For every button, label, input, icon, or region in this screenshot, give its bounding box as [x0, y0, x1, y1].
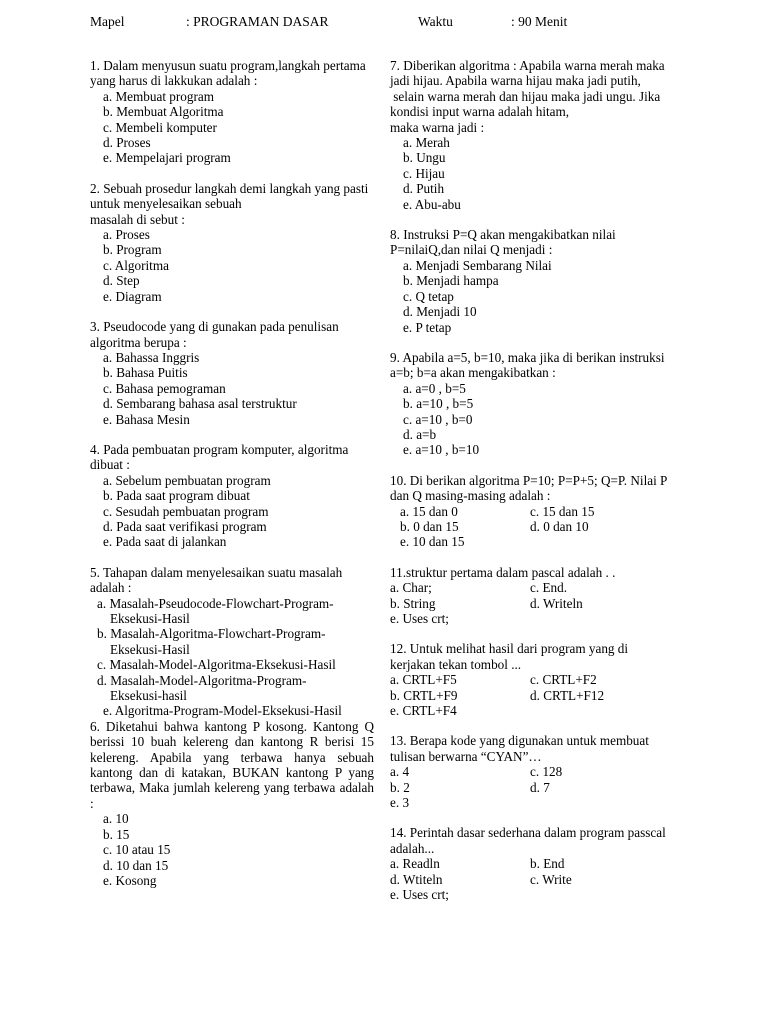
question-text: 11.struktur pertama dalam pascal adalah . . — [390, 564, 616, 580]
question-text: 8. Instruksi P=Q akan mengakibatkan nilai P=nilaiQ,dan nilai Q menjadi : — [390, 227, 620, 258]
option-line: e. Algoritma-Program-Model-Eksekusi-Hasil — [103, 703, 342, 719]
option: b. Ungu — [403, 150, 446, 166]
option: a. Bahassa Inggris — [103, 349, 200, 365]
option: e. Diagram — [103, 288, 162, 304]
option: d. Wtiteln — [390, 871, 443, 887]
option: a. Char; — [390, 580, 432, 596]
option: b. Program — [103, 242, 162, 258]
option — [90, 703, 374, 718]
option-grid — [390, 672, 670, 718]
question-text: 13. Berapa kode yang digunakan untuk membuat tulisan berwarna “CYAN”… — [390, 733, 653, 764]
option-grid — [390, 764, 670, 810]
option: d. 10 dan 15 — [103, 857, 169, 873]
time-label: Waktu — [418, 14, 453, 29]
option — [530, 534, 660, 549]
option: c. Q tetap — [403, 288, 454, 304]
option-line: d. Masalah-Model-Algoritma-Program- — [97, 672, 307, 688]
option: b. Menjadi hampa — [403, 273, 499, 289]
question-text: 6. Diketahui bahwa kantong P kosong. Kantong Q berissi 10 buah kelereng dan kantong R berisi 15 kelereng. Apabila yang terbawa hanya sebuah kantong dan di katakan, BUKAN kantong P yang terbawa, Maka jumlah kelereng yang terbawa adalah : — [90, 718, 378, 811]
question-5 — [90, 565, 374, 719]
question-4 — [90, 442, 374, 550]
question-3 — [90, 319, 374, 427]
option: b. a=10 , b=5 — [403, 396, 474, 412]
subject-value: : PROGRAMAN DASAR — [186, 14, 329, 29]
option: a. Readln — [390, 856, 440, 872]
question-1 — [90, 58, 374, 166]
option: b. CRTL+F9 — [390, 687, 458, 703]
option-continuation: Eksekusi-Hasil — [110, 641, 190, 657]
option: a. CRTL+F5 — [390, 672, 457, 688]
question-text: 2. Sebuah prosedur langkah demi langkah yang pasti untuk menyelesaikan sebuah masalah di sebut : — [90, 180, 369, 227]
option-continuation: Eksekusi-Hasil — [110, 611, 190, 626]
option — [90, 673, 374, 704]
question-text: 7. Diberikan algoritma : Apabila warna merah maka jadi hijau. Apabila warna hijau maka jadi putih, selain warna merah dan hijau maka jadi ungu. Jika kondisi input warna adalah hitam, maka warna jadi : — [390, 58, 665, 135]
question-13 — [390, 733, 670, 810]
time-value: : 90 Menit — [511, 14, 568, 29]
option: c. Sesudah pembuatan program — [103, 503, 269, 519]
option: b. 0 dan 15 — [400, 518, 459, 534]
option-line: b. Masalah-Algoritma-Flowchart-Program- — [97, 626, 326, 642]
question-text: 4. Pada pembuatan program komputer, algoritma dibuat : — [90, 441, 352, 473]
option: c. a=10 , b=0 — [403, 411, 473, 427]
option: c. Algoritma — [103, 257, 169, 273]
option: a. Proses — [103, 227, 150, 243]
option: b. 2 — [390, 779, 410, 795]
subject-label: Mapel — [90, 14, 125, 29]
option: d. 7 — [530, 779, 550, 795]
option: e. P tetap — [403, 319, 452, 335]
option: a. 15 dan 0 — [400, 503, 458, 519]
option — [530, 703, 670, 718]
question-text: 14. Perintah dasar sederhana dalam program passcal adalah... — [390, 825, 670, 856]
option — [90, 626, 374, 657]
left-column — [90, 58, 378, 903]
option-continuation: Eksekusi-hasil — [110, 688, 187, 704]
option: a. Menjadi Sembarang Nilai — [403, 257, 552, 273]
option-grid — [390, 856, 670, 902]
question-text: 5. Tahapan dalam menyelesaikan suatu masalah adalah : — [90, 564, 346, 596]
option: a. 4 — [390, 764, 410, 780]
option-line: a. Masalah-Pseudocode-Flowchart-Program- — [97, 595, 334, 611]
option: e. Uses crt; — [390, 611, 449, 626]
option: a. a=0 , b=5 — [403, 380, 466, 396]
option: c. End. — [530, 580, 567, 596]
option: e. 3 — [390, 795, 410, 811]
question-8 — [390, 227, 670, 335]
option: c. CRTL+F2 — [530, 672, 597, 688]
option: d. Sembarang bahasa asal terstruktur — [103, 396, 297, 412]
option-grid — [390, 504, 670, 550]
question-14 — [390, 825, 670, 902]
option: d. Step — [103, 273, 140, 289]
option: b. Bahasa Puitis — [103, 365, 188, 381]
option: d. CRTL+F12 — [530, 687, 605, 703]
question-9 — [390, 350, 670, 458]
question-text: 3. Pseudocode yang di gunakan pada penulisan algoritma berupa : — [90, 319, 342, 350]
option: e. a=10 , b=10 — [403, 442, 480, 458]
option — [530, 887, 670, 902]
question-text: 12. Untuk melihat hasil dari program yang di kerjakan tekan tombol ... — [390, 641, 632, 672]
question-2 — [90, 181, 374, 304]
option: b. 15 — [103, 826, 130, 842]
option: c. Hijau — [403, 165, 445, 181]
option-line: c. Masalah-Model-Algoritma-Eksekusi-Hasil — [97, 657, 336, 673]
option: a. Sebelum pembuatan program — [103, 472, 271, 488]
question-12 — [390, 641, 670, 718]
option: e. Pada saat di jalankan — [103, 534, 227, 550]
option: e. Uses crt; — [390, 887, 449, 903]
option: e. Abu-abu — [403, 196, 461, 212]
option: a. 10 — [103, 811, 129, 827]
option: e. Mempelajari program — [103, 150, 231, 166]
option: b. String — [390, 595, 436, 611]
option: b. Pada saat program dibuat — [103, 488, 250, 504]
right-column — [390, 58, 670, 918]
option: c. Bahasa pemograman — [103, 380, 226, 396]
option: d. Putih — [403, 181, 445, 197]
question-text: 1. Dalam menyusun suatu program,langkah pertama yang harus di lakkukan adalah : — [90, 58, 370, 89]
option — [530, 611, 670, 626]
option — [90, 657, 374, 672]
option: c. Membeli komputer — [103, 119, 217, 135]
option: d. Pada saat verifikasi program — [103, 518, 267, 534]
question-7 — [390, 58, 670, 212]
option: d. Menjadi 10 — [403, 304, 477, 320]
option: b. End — [530, 856, 565, 872]
option: a. Merah — [403, 135, 450, 151]
option-grid — [390, 580, 670, 626]
option: d. Proses — [103, 135, 151, 151]
question-text: 9. Apabila a=5, b=10, maka jika di berikan instruksi a=b; b=a akan mengakibatkan : — [390, 349, 668, 381]
option: c. Write — [530, 871, 572, 887]
option: c. 15 dan 15 — [530, 503, 595, 519]
option: d. Writeln — [530, 595, 583, 611]
question-text: 10. Di berikan algoritma P=10; P=P+5; Q=P. Nilai P dan Q masing-masing adalah : — [390, 472, 671, 504]
option: e. Bahasa Mesin — [103, 411, 190, 427]
option: a. Membuat program — [103, 88, 214, 104]
option: b. Membuat Algoritma — [103, 104, 224, 120]
option: e. 10 dan 15 — [400, 534, 465, 550]
question-6 — [90, 718, 378, 888]
option: e. Kosong — [103, 872, 157, 888]
option: d. a=b — [403, 426, 437, 442]
option: e. CRTL+F4 — [390, 703, 457, 719]
option: d. 0 dan 10 — [530, 518, 589, 534]
question-10 — [390, 473, 670, 550]
question-11 — [390, 565, 670, 627]
option — [530, 795, 670, 810]
option — [90, 596, 374, 627]
option: c. 10 atau 15 — [103, 842, 171, 858]
option: c. 128 — [530, 764, 563, 780]
